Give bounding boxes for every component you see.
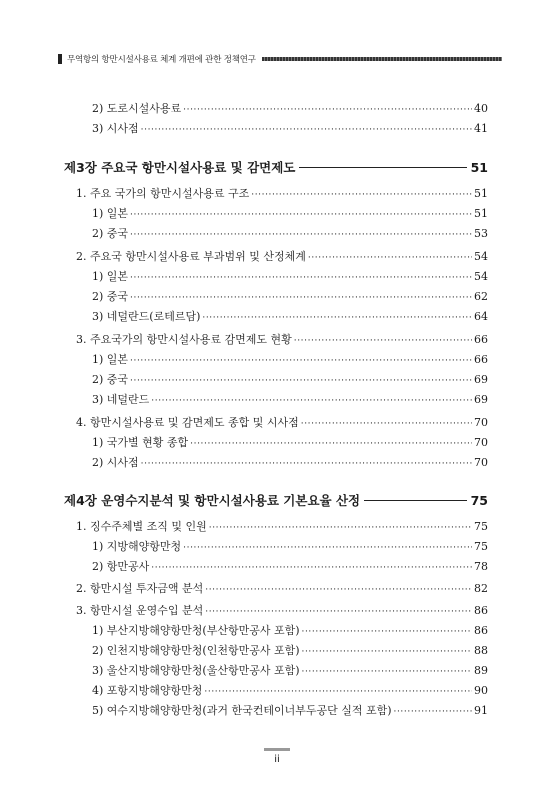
toc-entry-page: 51 [470,160,488,175]
toc-entry[interactable] [92,120,488,136]
toc-entry-title: 2) 시사점 [92,456,139,469]
toc-entry-title: 2) 중국 [92,290,129,303]
toc-entry[interactable] [92,434,488,450]
toc-entry-page: 89 [474,664,488,677]
toc-entry-title: 2) 중국 [92,373,129,386]
toc-entry-title: 1) 일본 [92,207,129,220]
toc-entry-title: 제4장 운영수지분석 및 항만시설사용료 기본요율 산정 [64,493,361,508]
leader-dots [190,436,472,449]
leader-dots [141,456,472,469]
toc-entry-page: 64 [474,310,488,323]
leader-dots [308,250,472,263]
toc-entry-page: 75 [470,493,488,508]
toc-entry[interactable] [92,642,488,658]
toc-entry[interactable] [92,682,488,698]
leader-dots [141,122,472,135]
leader-dots [209,520,472,533]
toc-entry-page: 70 [474,416,488,429]
toc-entry-title: 2. 주요국 항만시설사용료 부과범위 및 산정체계 [76,250,306,263]
toc-entry-title: 2. 항만시설 투자금액 분석 [76,582,204,595]
toc-entry[interactable] [92,100,488,116]
leader-dots [251,187,472,200]
toc-entry-page: 86 [474,624,488,637]
leader-dots [302,644,472,657]
toc-entry-title: 1. 주요 국가의 항만시설사용료 구조 [76,187,250,200]
footer-bar [264,748,290,751]
toc-entry[interactable] [92,205,488,221]
toc-entry-page: 40 [474,102,488,115]
toc-entry-title: 3) 울산지방해양항만청(울산항만공사 포함) [92,664,300,677]
leader-dots [205,582,472,595]
toc-entry[interactable] [92,558,488,574]
toc-entry-title: 제3장 주요국 항만시설사용료 및 감면제도 [64,160,296,175]
toc-entry[interactable] [76,414,488,430]
toc-entry[interactable] [92,702,488,718]
toc-entry-page: 88 [474,644,488,657]
leader-dots [130,227,472,240]
toc-entry-title: 1) 국가별 현황 종합 [92,436,189,449]
toc-entry[interactable] [92,622,488,638]
toc-entry-title: 1) 일본 [92,270,129,283]
toc-entry-page: 70 [474,436,488,449]
toc-entry-page: 78 [474,560,488,573]
leader-dots [294,333,472,346]
toc-entry-title: 3. 주요국가의 항만시설사용료 감면제도 현황 [76,333,292,346]
toc-entry-page: 41 [474,122,488,135]
toc-entry-title: 1) 지방해양항만청 [92,540,182,553]
toc-entry-page: 54 [474,270,488,283]
toc-entry-page: 69 [474,393,488,406]
leader-dots [130,270,472,283]
toc-entry-page: 51 [474,207,488,220]
leader-dots [202,310,472,323]
leader-dots [204,684,472,697]
leader-dots [130,353,472,366]
toc-entry-page: 62 [474,290,488,303]
toc-entry[interactable] [92,351,488,367]
page-number: ii [274,754,280,765]
toc-entry-page: 53 [474,227,488,240]
toc-entry[interactable] [76,518,488,534]
leader-dots [302,624,472,637]
toc-entry[interactable] [92,288,488,304]
toc-entry-page: 91 [474,704,488,717]
toc-chapter-entry[interactable] [64,158,488,176]
leader-dots [130,207,472,220]
toc-entry-page: 86 [474,604,488,617]
leader-dots [301,416,472,429]
toc-entry-page: 75 [474,540,488,553]
toc-entry-title: 3. 항만시설 운영수입 분석 [76,604,204,617]
toc-entry[interactable] [76,185,488,201]
toc-entry[interactable] [76,602,488,618]
toc-entry[interactable] [92,391,488,407]
toc-entry-title: 4. 항만시설사용료 및 감면제도 종합 및 시사점 [76,416,299,429]
toc-chapter-entry[interactable] [64,491,488,509]
toc-entry[interactable] [76,580,488,596]
toc-entry-title: 1) 부산지방해양항만청(부산항만공사 포함) [92,624,300,637]
leader-dots [183,102,472,115]
toc-entry-title: 2) 항만공사 [92,560,150,573]
toc-entry-page: 54 [474,250,488,263]
leader-dots [130,373,472,386]
toc-entry-title: 3) 네덜란드(로테르담) [92,310,201,323]
toc-entry-page: 66 [474,333,488,346]
toc-entry-title: 3) 네덜란드 [92,393,150,406]
leader-dots [183,540,472,553]
toc-entry[interactable] [92,662,488,678]
leader-dots [299,167,466,168]
toc-entry[interactable] [92,225,488,241]
toc-entry-title: 2) 인천지방해양항만청(인천항만공사 포함) [92,644,300,657]
toc-entry-page: 51 [474,187,488,200]
toc-entry[interactable] [92,308,488,324]
toc-entry-page: 66 [474,353,488,366]
leader-dots [151,560,472,573]
toc-entry-title: 3) 시사점 [92,122,139,135]
toc-entry-title: 4) 포항지방해양항만청 [92,684,203,697]
leader-dots [205,604,472,617]
toc-entry-page: 75 [474,520,488,533]
toc-entry-page: 82 [474,582,488,595]
toc-entry-page: 70 [474,456,488,469]
toc-entry[interactable] [92,454,488,470]
leader-dots [364,500,466,501]
toc-entry-title: 1. 징수주체별 조직 및 인원 [76,520,207,533]
toc-entry-page: 90 [474,684,488,697]
toc-entry[interactable] [92,268,488,284]
toc-entry[interactable] [76,248,488,264]
leader-dots [130,290,472,303]
toc-entry-page: 69 [474,373,488,386]
leader-dots [302,664,472,677]
toc-entry-title: 1) 일본 [92,353,129,366]
leader-dots [151,393,472,406]
toc-entry[interactable] [92,538,488,554]
toc-entry-title: 2) 도로시설사용료 [92,102,182,115]
page-footer [0,748,554,765]
toc-entry-title: 2) 중국 [92,227,129,240]
toc-entry[interactable] [76,331,488,347]
toc-entry-title: 5) 여수지방해양항만청(과거 한국컨테이너부두공단 실적 포함) [92,704,392,717]
header-title: 무역항의 항만시설사용료 체계 개편에 관한 정책연구 [67,55,256,65]
leader-dots [394,704,472,717]
toc-entry[interactable] [92,371,488,387]
